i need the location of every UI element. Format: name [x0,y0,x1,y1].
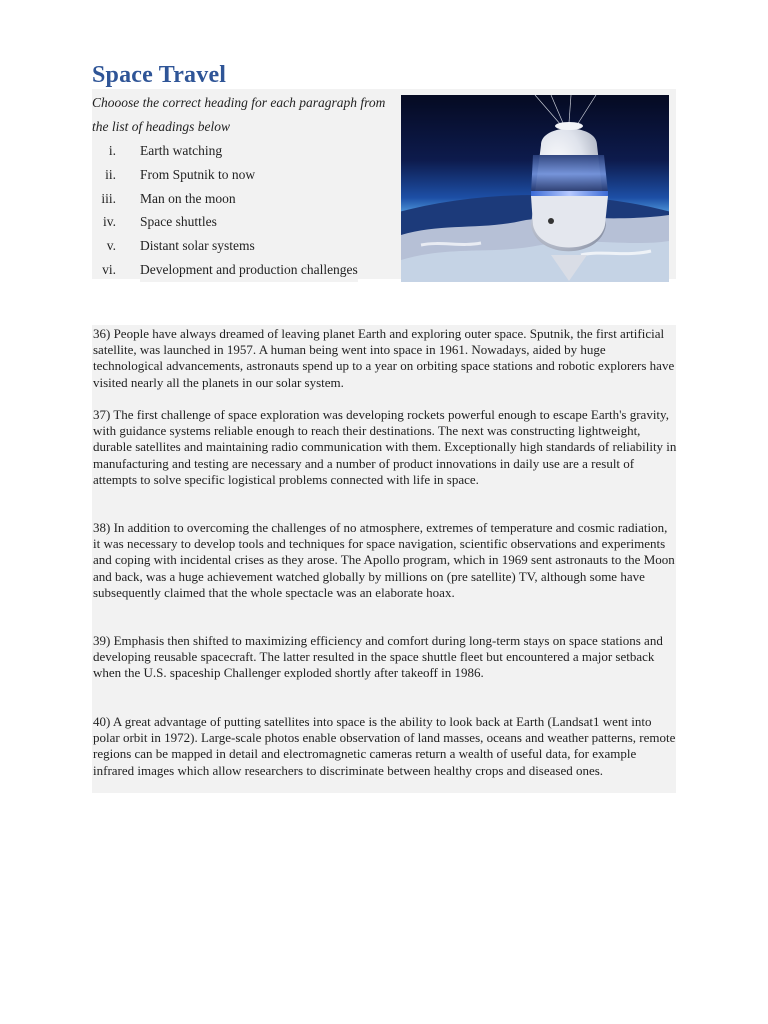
heading-text: Space shuttles [140,210,217,234]
heading-number: vi. [102,261,116,277]
paragraphs-section [92,325,676,793]
heading-text: Earth watching [140,139,222,163]
instructions-text: Chooose the correct heading for each paragraph from the list of headings below [92,95,386,134]
heading-item [92,187,392,211]
page-title: Space Travel [92,62,227,88]
heading-text: Man on the moon [140,187,236,211]
heading-text: Distant solar systems [140,234,255,258]
heading-item [92,163,392,187]
heading-list [92,139,392,282]
paragraph-37: 37) The first challenge of space exploration was developing rockets powerful enough to escape Earth's gravity, with guidance systems reliable enough to reach their destinations. The next was constructing lightweight, durable satellites and maintaining radio communication with them. Exceptionally high standards of reliability in manufacturing and testing are necessary and a number of product innovations in daily use are a result of attempts to solve specific logistical problems connected with life in space. [93,407,677,487]
paragraph-40: 40) A great advantage of putting satellites into space is the ability to look back at Earth (Landsat1 went into polar orbit in 1972). Large-scale photos enable observation of land masses, oceans and weather patterns, remote regions can be mapped in detail and electromagnetic cameras return a wealth of useful data, for example infrared images which allow researchers to discriminate between healthy crops and diseased ones. [93,714,676,778]
paragraph-36: 36) People have always dreamed of leaving planet Earth and exploring outer space. Sputnik, the first artificial satellite, was launched in 1957. A human being went into space in 1961. Nowadays, aided by huge technological advancements, astronauts spend up to a year on orbiting space stations and robotic explorers have visited nearly all the planets in our solar system. [93,326,675,390]
heading-item [92,210,392,234]
space-capsule-image [401,95,669,282]
heading-item [92,139,392,163]
heading-text: Development and production challenges [140,258,358,282]
paragraph-39: 39) Emphasis then shifted to maximizing efficiency and comfort during long-term stays on space stations and developing reusable spacecraft. The latter resulted in the space shuttle fleet but encountered a major setback when the U.S. spaceship Challenger exploded shortly after takeoff in 1986. [93,633,663,681]
heading-number: iii. [101,190,116,206]
headings-section [92,89,676,279]
heading-number: iv. [103,214,116,230]
heading-item [92,234,392,258]
heading-number: v. [106,238,116,254]
heading-number: ii. [105,166,116,182]
heading-item [92,258,392,282]
heading-number: i. [108,143,116,158]
heading-text: From Sputnik to now [140,163,255,187]
paragraph-38: 38) In addition to overcoming the challenges of no atmosphere, extremes of temperature and cosmic radiation, it was necessary to develop tools and techniques for space navigation, scientific observations and experiments and coping with incidental crises as they arose. The Apollo program, which in 1969 sent astronauts to the Moon and back, was a huge achievement watched globally by millions on (pre satellite) TV, although some have subsequently claimed that the whole spectacle was an elaborate hoax. [93,520,675,600]
